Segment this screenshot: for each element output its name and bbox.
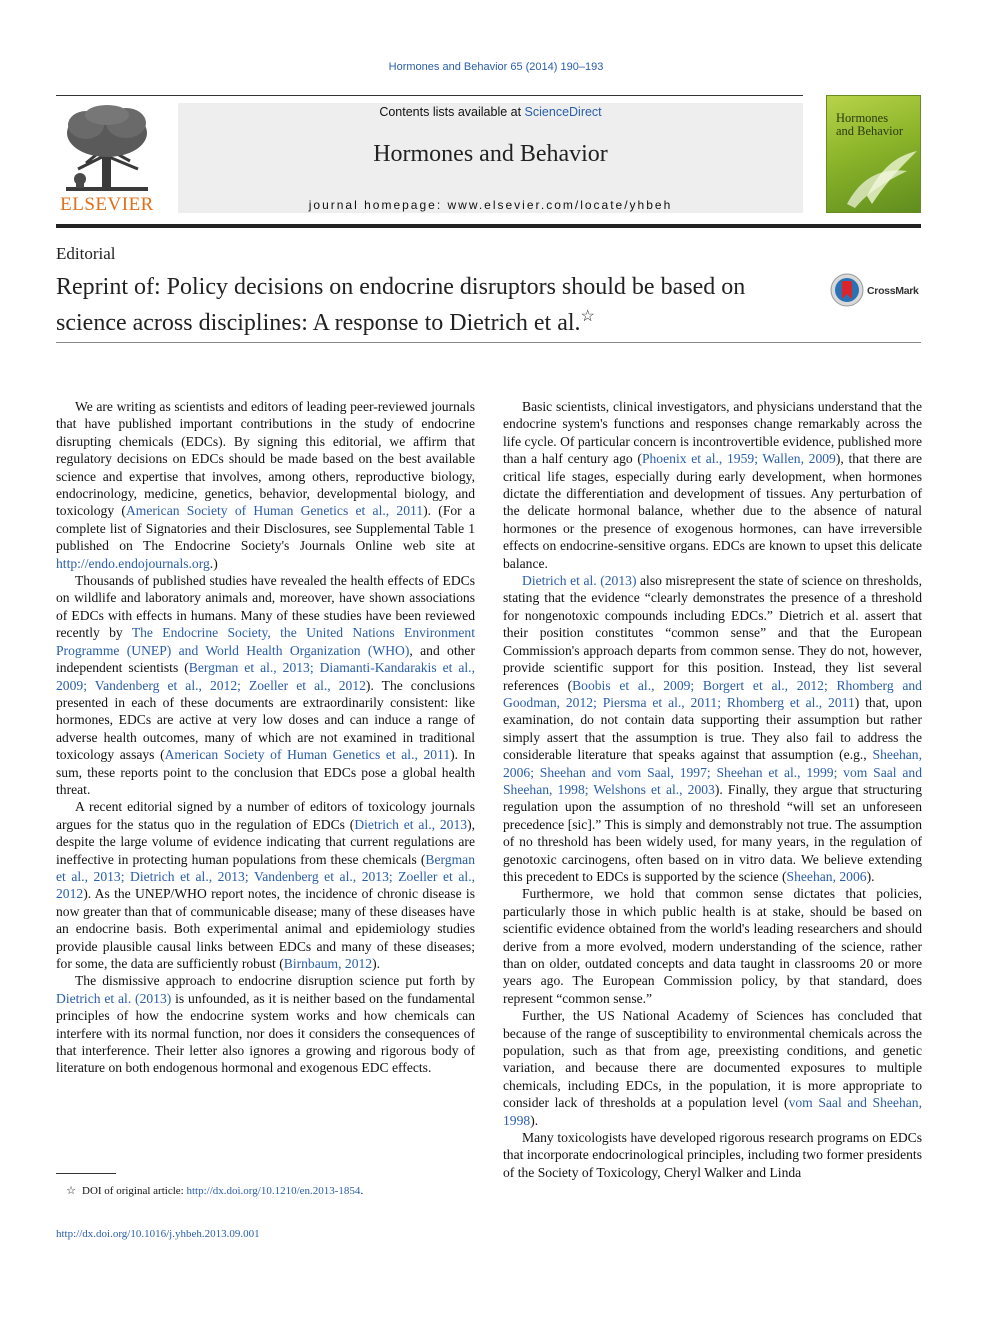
paragraph (503, 885, 922, 1007)
header-thick-rule (56, 224, 921, 228)
body-text: ) that, upon examination, do not contain data supporting their assumption but rather simply assert that the assumption is true. They also fail to address the considerable literature that speaks against that assumption (e.g., (503, 694, 922, 763)
paragraph (56, 972, 475, 1076)
reference-link[interactable]: Bergman et al., 2013; Dietrich et al., 2013; Vandenberg et al., 2013; Zoeller et al., 2012 (56, 851, 475, 902)
body-text: ). In sum, these reports point to the conclusion that EDCs pose a global health threat. (56, 747, 476, 797)
body-text: Basic scientists, clinical investigators, and physicians understand that the endocrine system's functions and responses change remarkably across the life cycle. Of particular concern is incontrovertible evidence, published more than a half century ago ( (503, 399, 922, 467)
body-text: is unfounded, as it is neither based on the fundamental principles of how the endocrine system works and how chemicals can interfere with its normal function, nor does it considers the consequences of that interference. Their letter also ignores a growing and rigorous body of literature on both endogenous hormonal and exogenous EDC effects. (56, 990, 475, 1076)
contents-availability (178, 105, 803, 119)
reference-link[interactable]: Phoenix et al., 1959; Wallen, 2009 (641, 451, 836, 467)
reference-link[interactable]: http://endo.endojournals.org (56, 555, 210, 571)
footnote-prefix: DOI of original article: (82, 1185, 187, 1197)
body-text: ). Finally, they argue that structuring regulation upon the assumption of no threshold “will set an unforeseen precedence [sic].” This is simply and demonstrably not true. The assumption of no threshold has been widely used, for many years, in the regulation of genotoxic carcinogens, often based on in vitro data. We believe extending this precedent to EDCs is supported by the science ( (503, 781, 922, 884)
body-text: Furthermore, we hold that common sense dictates that policies, particularly those in which public health is at stake, should be based on scientific evidence obtained from the world's leading researchers and should derive from a more evolved, modern understanding of the science, rather than on older, outdated concepts and data taught in classrooms 20 or more years ago. The European Commission policy, by that standard, does represent “common sense.” (503, 886, 922, 1006)
reference-link[interactable]: Birnbaum, 2012 (283, 956, 373, 971)
journal-homepage (178, 198, 803, 212)
elsevier-wordmark: ELSEVIER (60, 194, 154, 215)
crossmark-icon (830, 273, 864, 307)
body-text: Further, the US National Academy of Sciences has concluded that because of the range of susceptibility to environmental chemicals across the population, such as that from age, preexisting conditions, and genetic variation, and because there are documented exposures to multiple chemicals, including EDCs, in the population, it is more appropriate to consider lack of thresholds at a population level ( (503, 1008, 922, 1111)
homepage-prefix: journal homepage: (308, 198, 448, 212)
body-text: Thousands of published studies have revealed the health effects of EDCs on wildlife and laboratory animals and, moreover, have shown associations of EDCs with effects in humans. Many of these studies have been reviewed recently by (56, 573, 475, 641)
section-label: Editorial (56, 244, 116, 263)
footnote (56, 1184, 475, 1197)
body-text: ). (372, 956, 381, 971)
footnote-mark: ☆ (66, 1185, 76, 1197)
original-doi-link[interactable]: http://dx.doi.org/10.1210/en.2013-1854 (186, 1185, 361, 1197)
paragraph (56, 798, 475, 972)
cover-title-line1: Hormones (836, 111, 889, 125)
footnote-suffix: . (360, 1185, 364, 1197)
reference-link[interactable]: Sheehan, 2006; Sheehan and vom Saal, 1997; Sheehan et al., 1999; vom Saal and Sheehan, 1998; Welshons et al., 2003 (503, 747, 922, 797)
paragraph (503, 1129, 922, 1181)
body-text: A recent editorial signed by a number of editors of toxicology journals argues for the status quo in the regulation of EDCs ( (56, 799, 475, 832)
reference-link[interactable]: Dietrich et al. (2013) (522, 573, 637, 589)
reference-link[interactable]: Dietrich et al., 2013 (354, 816, 468, 832)
reference-link[interactable]: vom Saal and Sheehan, 1998 (503, 1095, 922, 1128)
body-text: also misrepresent the state of science on thresholds, stating that the evidence “clearly demonstrates the presence of a threshold for nongenotoxic compounds including EDCs.” Dietrich et al. assert that their position constitutes “common sense” and that the European Commission's approach departs from common sense. They do not, however, provide scientific support for this position. Instead, they list several references ( (503, 573, 922, 693)
body-text: ). (530, 1112, 539, 1128)
cover-title-line2: and Behavior (836, 124, 903, 138)
body-text: .) (209, 555, 218, 571)
body-text: Many toxicologists have developed rigorous research programs on EDCs that incorporate endocrinological principles, including two former presidents of the Society of Toxicology, Cheryl Walker and Linda (503, 1130, 922, 1180)
body-text: ). (For a complete list of Signatories and their Disclosures, see Supplemental Table 1 published on The Endocrine Society's Journals Online web site at (56, 503, 475, 554)
body-text: , and other independent scientists ( (56, 642, 475, 676)
body-text: ), that there are critical life stages, especially during early development, when hormones dictate the differentiation and development of tissues. Any perturbation of the delicate hormonal balance, whether due to the absence of natural hormones or the presence of exogenous hormones, can have irreversible effects on endocrine-sensitive organs. EDCs are known to upset this delicate balance. (503, 451, 923, 571)
homepage-url[interactable]: www.elsevier.com/locate/yhbeh (447, 198, 673, 212)
header-rule (56, 95, 803, 96)
reference-link[interactable]: Sheehan, 2006 (786, 868, 867, 884)
body-text: ). (866, 868, 875, 884)
body-text: ), despite the large volume of evidence indicating that current regulations are ineffective in protecting human populations from these chemicals ( (56, 816, 476, 867)
body-text: ). The conclusions presented in each of these documents are extraordinarily consistent: like hormones, EDCs are active at very low doses and can induce a range of adverse health outcomes, many of which are not examined in traditional toxicology assays ( (56, 677, 475, 763)
footnote-rule (56, 1173, 116, 1174)
reference-link[interactable]: American Society of Human Genetics et al., 2011 (125, 503, 424, 519)
crossmark-label: CrossMark (867, 285, 919, 297)
body-text: ). As the UNEP/WHO report notes, the incidence of chronic disease is now greater than that of communicable disease; many of these diseases have an endocrine basis. Both experimental animal and epidemiology studies provide plausible causal links between EDCs and many of these diseases; for some, the data are sufficiently robust ( (56, 886, 475, 971)
reference-link[interactable]: Bergman et al., 2013; Diamanti-Kandarakis et al., 2009; Vandenberg et al., 2012; Zoeller et al., 2012 (56, 660, 475, 693)
body-text: We are writing as scientists and editors of leading peer-reviewed journals that have published important contributions in the study of endocrine disrupting chemicals (EDCs). By signing this editorial, we affirm that regulatory decisions on EDCs should be made based on the best available science and expertise that involves, among others, reproductive biology, endocrinology, medicine, genetics, behavior, developmental biology, and toxicology ( (56, 399, 475, 519)
sciencedirect-link[interactable]: ScienceDirect (524, 105, 602, 119)
title-footnote-mark[interactable]: ☆ (580, 308, 595, 325)
paragraph (56, 398, 475, 572)
paragraph (503, 398, 922, 572)
article-doi-link[interactable]: http://dx.doi.org/10.1016/j.yhbeh.2013.09.001 (56, 1228, 260, 1240)
title-rule (56, 342, 921, 343)
crossmark-badge[interactable] (830, 273, 922, 309)
contents-prefix: Contents lists available at (379, 105, 525, 119)
body-right-column (503, 398, 922, 1181)
journal-cover-image (826, 95, 921, 213)
journal-title: Hormones and Behavior (373, 141, 608, 167)
paragraph (56, 572, 475, 798)
body-left-column (56, 398, 475, 1077)
reference-link[interactable]: The Endocrine Society, the United Nations Environment Programme (UNEP) and World Health Organization (WHO) (56, 625, 476, 658)
journal-citation[interactable]: Hormones and Behavior 65 (2014) 190–193 (388, 61, 604, 73)
reference-link[interactable]: Dietrich et al. (2013) (56, 990, 172, 1006)
reference-link[interactable]: Boobis et al., 2009; Borgert et al., 2012; Rhomberg and Goodman, 2012; Piersma et al., 2011; Rhomberg et al., 2011 (503, 677, 922, 710)
paragraph (503, 572, 922, 885)
body-text: The dismissive approach to endocrine disruption science put forth by (75, 973, 475, 989)
paragraph (503, 1007, 922, 1129)
article-title (56, 273, 796, 338)
reference-link[interactable]: American Society of Human Genetics et al., 2011 (164, 747, 451, 763)
article-title-text: Reprint of: Policy decisions on endocrine disruptors should be based on science across disciplines: A response to Dietrich et al. (56, 274, 746, 336)
